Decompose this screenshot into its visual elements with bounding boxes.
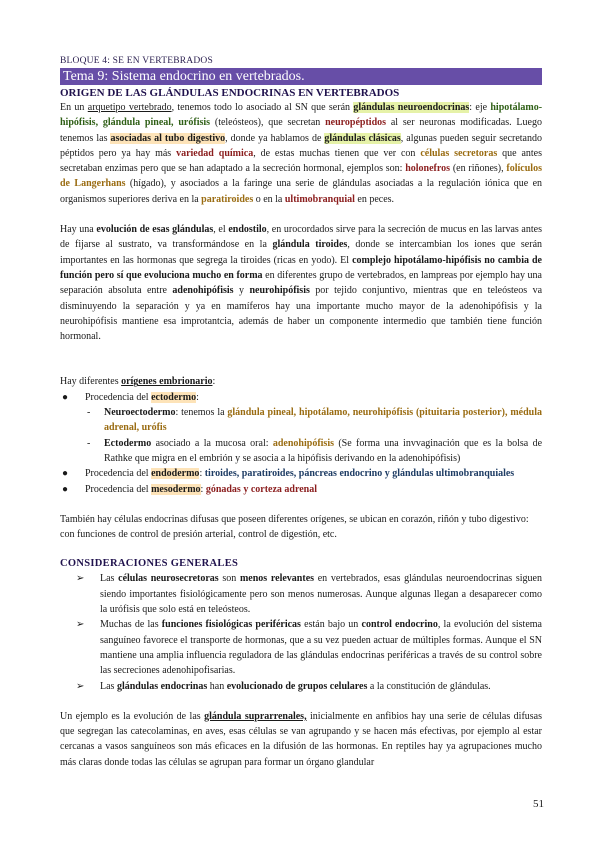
list-item-mesodermo: ● Procedencia del mesodermo: gónadas y corteza adrenal [62, 483, 318, 495]
list-item-endodermo: ● Procedencia del endodermo: tiroides, paratiroides, páncreas endocrino y glándulas ultimobranquiales [62, 468, 515, 480]
paragraph-origenes-intro: Hay diferentes orígenes embrionario: [60, 376, 216, 388]
list-item-neuroectodermo: - Neuroectodermo: tenemos la glándula pineal, hipotálamo, neurohipófisis (pituitaria posterior), médula adrenal, urófis [87, 407, 542, 434]
origins-list [60, 390, 542, 497]
page-number: 51 [533, 798, 544, 810]
consideration-item-glandulas: ➢ Las glándulas endocrinas han evolucionado de grupos celulares a la constitución de glándulas. [76, 680, 491, 692]
paragraph-arquetipo: En un arquetipo vertebrado, tenemos todo lo asociado al SN que serán glándulas neuroendocrinas: eje hipotálamo-hipófisis, glándula pineal, urófisis (teleósteos), que secretan neuropéptidos al ser neuronas modificadas. Luego tenemos las asociadas al tubo digestivo, donde ya hablamos de glándulas clásicas, algunas pueden seguir secretando péptidos pero ya hay más variedad química, de estas muchas tienen que ver con células secretoras que antes secretaban enzimas pero que se han adaptado a la secreción hormonal, ejemplos son: holonefros (en riñones), folículos de Langerhans (hígado), y asociados a la faringe una serie de glándulas asociadas a la regulación iónica que en organismos superiores deriva en la paratiroides o en la ultimobranquial en peces. [60, 102, 543, 205]
section-title-origen: ORIGEN DE LAS GLÁNDULAS ENDOCRINAS EN VERTEBRADOS [60, 87, 400, 99]
document-page [60, 55, 542, 770]
consideration-item-neurosecretoras: ➢ Las células neurosecretoras son menos relevantes en vertebrados, esas glándulas neuroendocrinas siguen siendo importantes fisiológicamente pero son menos numerosas. Aunque algunas llegan a desaparecer como la urófisis que solo está en teleósteos. [76, 573, 542, 616]
paragraph-celulas-difusas: También hay células endocrinas difusas que poseen diferentes orígenes, se ubican en corazón, riñón y tubo digestivo: con funciones de control de presión arterial, control de digestión, etc. [60, 513, 529, 541]
list-item-ectodermo: ● Procedencia del ectodermo: [62, 391, 199, 403]
consideration-item-funciones: ➢ Muchas de las funciones fisiológicas periféricas están bajo un control endocrino, la evolución del sistema sanguíneo favorece el transporte de hormonas, que a su vez pueden actuar de múltiples formas. Aunque el SN mantiene una amplia influencia reguladora de las glándulas endocrinas periféricas a través de su control sobre las secreciones adenohipofisarias. [76, 619, 542, 677]
section-title-consideraciones: CONSIDERACIONES GENERALES [60, 558, 239, 570]
list-item-ectodermo-oral: - Ectodermo asociado a la mucosa oral: adenohipófisis (Se forma una invvaginación que es la bolsa de Rathke que migra en el embrión y se asocia a la hipófisis derivando en la adenohipófisis) [87, 437, 543, 464]
paragraph-evolucion: Hay una evolución de esas glándulas, el endostilo, en urocordados sirve para la secreción de mucus en las larvas antes de fijarse al sustrato, va transformándose en la glándula tiroides, donde se intercambian los iones que serán importantes en las hormonas que segrega la tiroides (ricas en yodo). El complejo hipotálamo-hipófisis no cambia de función pero sí que evoluciona mucho en forma en diferentes grupo de vertebrados, en lampreas por ejemplo hay una separación absoluta entre adenohipófisis y neurohipófisis por tejido conjuntivo, mientras que en teleósteos va disminuyendo la separación y ya en mamíferos hay una importante mucho mayor de la adenohipófisis y la neurohipófisis mantiene esa improtantcia, además de haber un componente intermedio que también tiene función hormonal. [60, 224, 543, 343]
chapter-title: Tema 9: Sistema endocrino en vertebrados. [60, 68, 542, 85]
block-heading: BLOQUE 4: SE EN VERTEBRADOS [60, 56, 213, 66]
paragraph-suprarrenales: Un ejemplo es la evolución de las glándula suprarrenales, inicialmente en anfibios hay una serie de células difusas que segregan las catecolaminas, en aves, esas células se van agrupando y se hacen más efectivas, por ejemplo al estar cercanas a vasos sanguíneos son más eficaces en la difusión de las hormonas. En reptiles hay ya agrupaciones mucho más claras donde todas las células se agrupan para formar un órgano glandular [60, 710, 542, 768]
